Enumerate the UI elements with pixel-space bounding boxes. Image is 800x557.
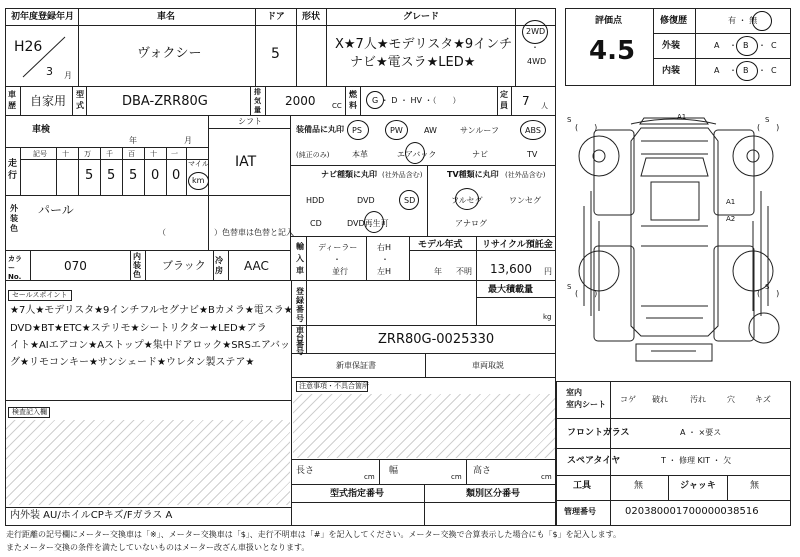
mgmt-label: 管理番号	[564, 507, 596, 516]
displacement-label: 排気量	[254, 88, 261, 114]
mileage-digit: 5	[85, 168, 94, 183]
equip-navi: ナビ	[472, 150, 488, 159]
capacity-value: 7	[522, 94, 530, 108]
model-year-unit: 年	[434, 267, 442, 276]
rule	[144, 147, 145, 195]
seat-option: キズ	[755, 395, 771, 404]
recycle-label: リサイクル預託金	[482, 240, 553, 250]
paren-bl: ( )	[575, 289, 598, 298]
grade-label: グレード	[403, 12, 440, 22]
rule	[291, 325, 556, 326]
tools-label: 工具	[573, 481, 592, 491]
category-label: 類別区分番号	[466, 489, 521, 499]
color-no-label: カラーNo.	[8, 255, 22, 281]
repair-options: 有 ・ 無	[728, 16, 758, 25]
ac-label: 冷房	[215, 256, 223, 275]
car-name-label: 車名	[157, 12, 176, 22]
rule	[5, 280, 556, 281]
exterior-b-circle	[736, 36, 758, 56]
import-label: 輸入車	[296, 242, 304, 275]
digit-column-label: 一	[171, 150, 178, 158]
km-label: km	[192, 176, 205, 185]
rule	[5, 147, 208, 148]
kg-label: kg	[543, 313, 552, 321]
grade-option: ・	[758, 41, 766, 50]
rule	[5, 250, 290, 251]
rule	[326, 8, 327, 86]
inspector-hatch	[6, 420, 290, 505]
model-label: 型式	[76, 90, 84, 110]
rule	[5, 400, 291, 401]
import-parallel: 並行	[332, 267, 348, 276]
equipment-label: 装備品に丸印	[296, 125, 344, 134]
interior-grade-label: 内装	[662, 66, 681, 76]
grade-option: C	[771, 41, 777, 50]
rule	[345, 86, 346, 115]
digit-column-label: 十	[62, 150, 69, 158]
shaden-value: 自家用	[30, 94, 67, 108]
tv-oneseg: ワンセグ	[509, 196, 541, 205]
exterior-color-value: パール	[38, 203, 74, 217]
rule	[610, 500, 611, 526]
digit-column-label: 万	[84, 150, 91, 158]
rule	[476, 236, 477, 280]
navi-dvd-play: DVD再生可	[347, 219, 389, 228]
reg-number-label: 登録番号	[296, 287, 304, 323]
rule	[556, 418, 791, 419]
model-value: DBA-ZRR80G	[122, 94, 208, 109]
notes-label: 注意事項・不具合箇所	[299, 382, 369, 390]
rule	[306, 236, 307, 280]
rule	[466, 459, 467, 484]
inspector-note: 内外装 AU/ホイルCPキズ/Fガラス A	[10, 510, 173, 521]
first-reg-month-unit: 月	[64, 71, 72, 80]
grade-option: B	[743, 41, 749, 50]
digit-column-label: 記号	[33, 150, 47, 158]
door-label: ドア	[267, 12, 285, 22]
shaken-month-unit: 月	[184, 136, 192, 145]
rule	[290, 115, 291, 280]
door-value: 5	[271, 46, 280, 62]
mileage-digit: 0	[172, 168, 181, 183]
rule	[291, 165, 556, 166]
rule	[130, 250, 131, 280]
rule	[122, 147, 123, 195]
height-label: 高さ	[473, 466, 492, 476]
rule	[497, 86, 498, 115]
ac-value: AAC	[244, 259, 269, 273]
capacity-label: 定員	[500, 90, 508, 110]
mile-label: マイル	[188, 160, 209, 168]
type-cert-label: 型式指定番号	[330, 489, 385, 499]
rule	[556, 448, 791, 449]
rule	[360, 86, 361, 115]
spare-label: スペアタイヤ	[567, 456, 621, 466]
rule	[250, 86, 251, 115]
grade-option: ・	[729, 41, 737, 50]
rule	[228, 250, 229, 280]
digit-column-label: 十	[150, 150, 157, 158]
rule	[653, 8, 654, 86]
drive-4wd: 4WD	[527, 57, 547, 66]
tv-analog: アナログ	[455, 219, 487, 228]
import-dealer-dot: ・	[333, 255, 341, 264]
rule	[409, 236, 410, 280]
displacement-unit: CC	[332, 102, 342, 110]
color-no-value: 070	[64, 259, 87, 273]
rule	[30, 250, 31, 280]
grade-option: ・	[729, 66, 737, 75]
tv-fullseg: フルセグ	[451, 196, 483, 205]
footer-line-2: またメーター交換の条件を満たしていないものはメーター改ざん車扱いとなります。	[6, 543, 310, 552]
equip-abs: ABS	[525, 126, 541, 135]
s-label-tl: S	[567, 116, 572, 124]
chassis-value: ZRR80G-0025330	[378, 332, 495, 347]
mileage-label: 走行	[8, 159, 18, 181]
chassis-label: 車台番号	[296, 326, 304, 356]
score-label: 評価点	[595, 16, 623, 26]
paren-tl: ( )	[575, 123, 598, 132]
rule	[668, 475, 669, 500]
rule	[366, 236, 367, 280]
seat-label: 室内シート	[566, 400, 606, 409]
s-label-bl: S	[567, 283, 572, 291]
notes-hatch	[293, 394, 555, 458]
rule	[511, 86, 512, 115]
repair-label: 修復歴	[660, 16, 688, 26]
exterior-color-label: 外装色	[10, 204, 18, 233]
rule	[56, 147, 57, 195]
model-year-value: 不明	[456, 267, 472, 276]
length-label: 長さ	[296, 466, 315, 476]
s-label-br: S	[765, 283, 770, 291]
left-handle: 左H	[377, 267, 392, 276]
seat-option: コゲ	[620, 395, 636, 404]
rule	[291, 377, 556, 378]
recycle-unit: 円	[544, 267, 552, 276]
grade-option: A	[714, 41, 720, 50]
rule	[265, 86, 266, 115]
import-dealer: ディーラー	[318, 243, 358, 252]
footer-line-1: 走行距離の記号欄にメーター交換車は「※」、メーター交換車は「$」、走行不明車は「#」を記入してください。メーター交換で合算表示した場合にも「$」を記入します。	[6, 530, 621, 539]
recycle-value: 13,600	[490, 262, 532, 276]
max-load-label: 最大積載量	[488, 285, 534, 295]
rule	[291, 236, 556, 237]
sales-line-3: イト★AIエアコン★Aストップ★集中ドアロック★SRSエアバッ	[10, 340, 291, 351]
capacity-unit: 人	[541, 102, 548, 110]
tv-type-label: TV種類に丸印	[447, 170, 499, 179]
windshield-options: A ・ ×要ス	[680, 428, 722, 437]
rule	[78, 147, 79, 195]
first-reg-era: H26	[14, 39, 43, 55]
rule	[20, 159, 208, 160]
first-reg-month: 3	[46, 65, 53, 78]
equip-aw: AW	[424, 126, 437, 135]
shape-label: 形状	[302, 12, 321, 22]
sales-line-4: グ★リモコンキー★サンシェード★ウレタン製ステア★	[10, 357, 255, 368]
tools-value: 無	[634, 481, 644, 491]
navi-cd: CD	[310, 219, 322, 228]
shaden-label: 車歴	[8, 90, 16, 110]
mark-side-a2: A2	[726, 215, 736, 223]
equip-tv: TV	[527, 150, 538, 159]
exterior-grade-label: 外装	[662, 41, 681, 51]
rule	[296, 8, 297, 86]
rule	[379, 459, 380, 484]
rule	[424, 484, 425, 526]
rule	[20, 86, 21, 115]
jack-label: ジャッキ	[680, 481, 716, 491]
rule	[427, 165, 428, 236]
rule	[291, 353, 556, 354]
paren-br: ( )	[757, 289, 780, 298]
equip-leather: 本革	[352, 150, 368, 159]
score-value: 4.5	[589, 36, 636, 66]
grade-option: A	[714, 66, 720, 75]
displacement-value: 2000	[285, 94, 316, 108]
windshield-label: フロントガラス	[567, 428, 630, 438]
tv-type-sub: (社外品含む)	[505, 171, 546, 179]
rule	[291, 280, 292, 526]
rule	[409, 250, 556, 251]
sales-line-2: DVD★BT★ETC★ステリモ★シートリクター★LED★アラ	[10, 323, 267, 334]
rule	[291, 459, 556, 460]
rule	[86, 86, 87, 115]
width-unit: cm	[451, 473, 462, 481]
drive-dot: ・	[531, 43, 539, 52]
rule	[5, 86, 556, 87]
navi-type-label: ナビ種類に丸印	[321, 170, 377, 179]
shaken-label: 車検	[32, 125, 51, 135]
navi-sd: SD	[404, 196, 416, 205]
rule	[5, 25, 556, 26]
seat-label-1: 室内	[566, 388, 582, 397]
manual-label: 車両取説	[472, 361, 504, 370]
sales-point-label: セールスポイント	[12, 291, 68, 299]
rule	[695, 8, 696, 86]
equip-ps: PS	[352, 126, 362, 135]
rule	[556, 500, 791, 501]
mgmt-value: 020380001700000038516	[625, 506, 759, 517]
car-damage-diagram	[556, 96, 791, 381]
fuel-options: G ・ D ・ HV ・（ ）	[372, 96, 461, 105]
height-unit: cm	[541, 473, 552, 481]
rule	[255, 8, 256, 86]
rule	[653, 33, 791, 34]
grade-line1: X★7人★モデリスタ★9インチ	[335, 37, 513, 52]
drive-2wd: 2WD	[526, 27, 546, 36]
seat-option: 破れ	[652, 395, 668, 404]
right-handle: 右H	[377, 243, 392, 252]
handle-dot: ・	[381, 255, 389, 264]
shift-value: IAT	[235, 154, 257, 170]
shaken-year-unit: 年	[129, 136, 137, 145]
jack-value: 無	[750, 481, 760, 491]
rule	[291, 502, 556, 503]
rule	[610, 475, 611, 500]
rule	[78, 8, 79, 86]
shift-label: シフト	[238, 117, 262, 126]
rule	[425, 353, 426, 377]
s-label-tr: S	[765, 116, 770, 124]
grade-line2: ナビ★電スラ★LED★	[350, 55, 476, 70]
rule	[72, 86, 73, 115]
color-note: （ ）色替車は色替と記入	[158, 228, 294, 237]
navi-dvd: DVD	[357, 196, 375, 205]
grade-option: ・	[758, 66, 766, 75]
rule	[5, 115, 556, 116]
first-reg-label: 初年度登録年月	[11, 12, 75, 22]
mark-front-a1: A1	[677, 113, 687, 121]
grade-option: C	[771, 66, 777, 75]
inspector-label: 検査記入欄	[12, 408, 47, 416]
rule	[5, 507, 291, 508]
mileage-digit: 5	[107, 168, 116, 183]
grade-option: B	[743, 66, 749, 75]
interior-b-circle	[736, 61, 758, 81]
rule	[476, 280, 477, 325]
rule	[100, 147, 101, 195]
mark-side-a1: A1	[726, 198, 736, 206]
rule	[727, 475, 728, 500]
digit-column-label: 千	[106, 150, 113, 158]
digit-column-label: 百	[128, 150, 135, 158]
mileage-digit: 5	[129, 168, 138, 183]
rule	[208, 128, 290, 129]
rule	[476, 297, 556, 298]
rule	[306, 280, 307, 353]
sales-line-1: ★7人★モデリスタ★9インチフルセグナビ★Bカメラ★電スラ★	[10, 305, 293, 316]
length-unit: cm	[364, 473, 375, 481]
interior-label: 内装色	[133, 252, 141, 279]
car-name: ヴォクシー	[137, 46, 202, 61]
mileage-digit: 0	[151, 168, 160, 183]
rule	[145, 250, 146, 280]
equip-airbag: エアバック	[397, 150, 437, 159]
spare-options: T ・ 修理 KIT ・ 欠	[661, 456, 732, 465]
seat-option: 汚れ	[690, 395, 706, 404]
equipment-sub-label: (純正のみ)	[296, 151, 330, 159]
rule	[515, 8, 516, 86]
rule	[186, 147, 187, 195]
paren-tr: ( )	[757, 123, 780, 132]
rule	[5, 195, 290, 196]
equip-sunroof: サンルーフ	[460, 126, 499, 135]
model-year-label: モデル年式	[418, 240, 463, 250]
navi-type-sub: (社外品含む)	[382, 171, 423, 179]
rule	[213, 250, 214, 280]
equip-pw: PW	[390, 126, 403, 135]
seat-option: 穴	[727, 395, 735, 404]
fuel-label: 燃料	[349, 90, 357, 110]
rule	[20, 147, 21, 195]
rule	[653, 58, 791, 59]
navi-hdd: HDD	[306, 196, 325, 205]
width-label: 幅	[389, 466, 399, 476]
interior-value: ブラック	[162, 259, 206, 272]
rule	[556, 475, 791, 476]
rule	[166, 147, 167, 195]
warranty-label: 新車保証書	[336, 361, 376, 370]
